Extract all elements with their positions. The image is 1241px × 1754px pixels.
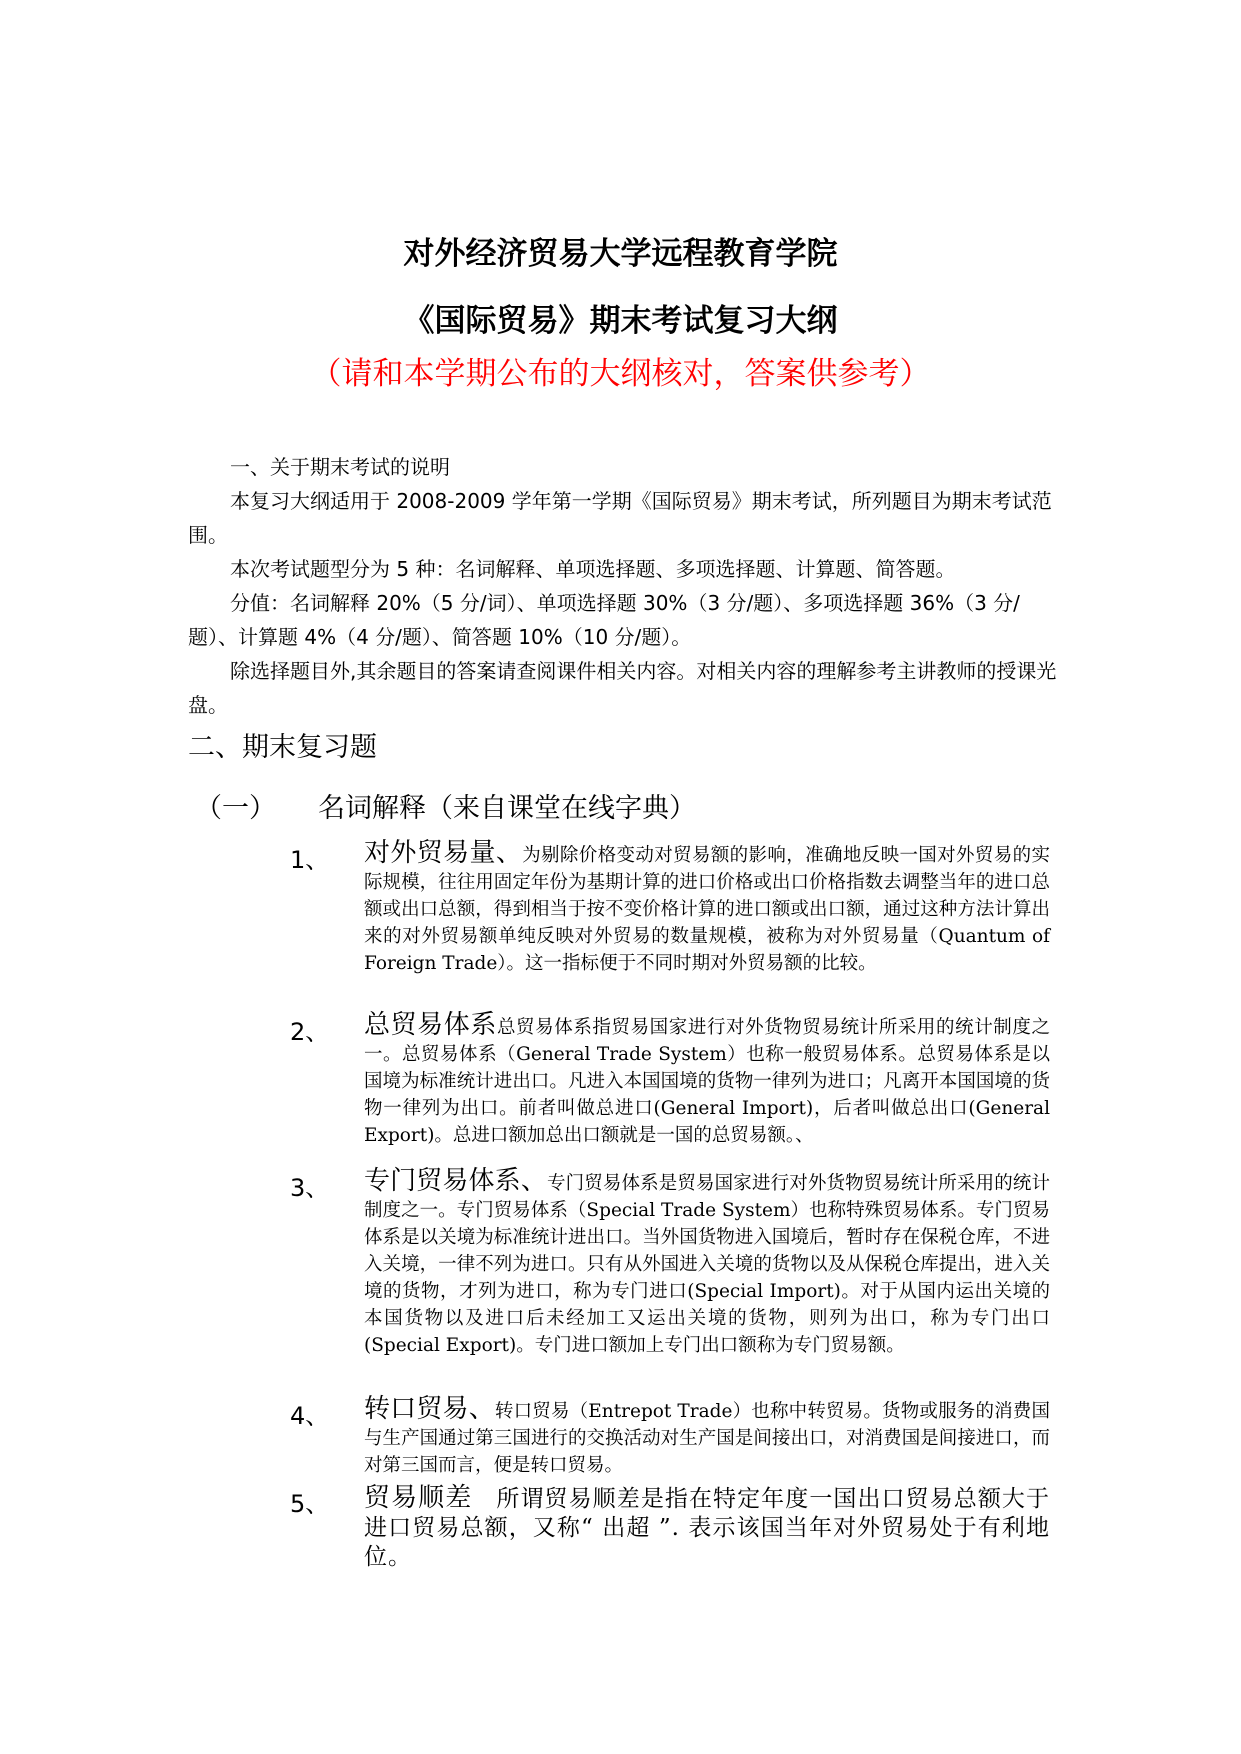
outline-title: 《国际贸易》期末考试复习大纲 [403, 303, 838, 339]
item-body [364, 1012, 1050, 1149]
item-body [364, 1484, 1050, 1572]
item-number: 3、 [290, 1174, 330, 1202]
item-body [364, 1396, 1050, 1479]
item-number: 1、 [290, 846, 330, 874]
term-definition: 为剔除价格变动对贸易额的影响，准确地反映一国对外贸易的实际规模，往往用固定年份为基期计算的进口价格或出口价格指数去调整当年的进口总额或出口总额，得到相当于按不变价格计算的进口额或出口额，通过这种方法计算出来的对外贸易额单纯反映对外贸易的数量规模，被称为对外贸易量（Quantum of Foreign Trade）。这一指标便于不同时期对外贸易额的比较。 [364, 845, 1050, 974]
term-definition: 总贸易体系指贸易国家进行对外货物贸易统计所采用的统计制度之一。总贸易体系（General Trade System）也称一般贸易体系。总贸易体系是以国境为标准统计进出口。凡进入本国国境的货物一律列为进口；凡离开本国国境的货物一律列为出口。前者叫做总进口(General Import)，后者叫做总出口(General Export)。总进口额加总出口额就是一国的总贸易额。、 [364, 1017, 1050, 1146]
item-number: 5、 [290, 1490, 330, 1518]
item-number: 4、 [290, 1402, 330, 1430]
subsection-number: （一） [195, 793, 276, 824]
term-name: 专门贸易体系、 [364, 1166, 547, 1196]
section1-paragraph-4: 除选择题目外,其余题目的答案请查阅课件相关内容。对相关内容的理解参考主讲教师的授课光盘。 [188, 659, 1057, 717]
term-name: 转口贸易、 [364, 1394, 495, 1424]
section1-heading: 一、关于期末考试的说明 [230, 455, 450, 479]
term-definition: 所谓贸易顺差是指在特定年度一国出口贸易总额大于进口贸易总额，又称“ 出超 ”. 表示该国当年对外贸易处于有利地位。 [364, 1486, 1050, 1570]
section1-paragraph-1: 本复习大纲适用于 2008-2009 学年第一学期《国际贸易》期末考试，所列题目为期末考试范围。 [188, 489, 1052, 547]
item-number: 2、 [290, 1018, 330, 1046]
section1-paragraph-2: 本次考试题型分为 5 种：名词解释、单项选择题、多项选择题、计算题、简答题。 [230, 557, 956, 581]
verification-note: （请和本学期公布的大纲核对，答案供参考） [310, 356, 931, 392]
section2-heading: 二、期末复习题 [188, 732, 377, 763]
subsection-title: 名词解释（来自课堂在线字典） [318, 793, 696, 824]
term-definition: 专门贸易体系是贸易国家进行对外货物贸易统计所采用的统计制度之一。专门贸易体系（Special Trade System）也称特殊贸易体系。专门贸易体系是以关境为标准统计进出口。当外国货物进入国境后，暂时存在保税仓库，不进入关境，一律不列为进口。只有从外国进入关境的货物以及从保税仓库提出，进入关境的货物，才列为进口，称为专门进口(Special Import)。对于从国内运出关境的本国货物以及进口后未经加工又运出关境的货物，则列为出口，称为专门出口(Special Export)。专门进口额加上专门出口额称为专门贸易额。 [364, 1173, 1050, 1356]
term-name: 对外贸易量、 [364, 838, 523, 868]
term-definition: 转口贸易（Entrepot Trade）也称中转贸易。货物或服务的消费国与生产国通过第三国进行的交换活动对生产国是间接出口，对消费国是间接进口，而对第三国而言，便是转口贸易。 [364, 1401, 1050, 1476]
section1-paragraph-3: 分值：名词解释 20%（5 分/词）、单项选择题 30%（3 分/题）、多项选择题 36%（3 分/题）、计算题 4%（4 分/题）、简答题 10%（10 分/题）。 [188, 591, 1020, 649]
term-name: 总贸易体系 [364, 1010, 497, 1040]
term-name: 贸易顺差 [364, 1483, 473, 1513]
item-body [364, 840, 1050, 977]
item-body [364, 1168, 1050, 1359]
institution-title: 对外经济贸易大学远程教育学院 [403, 236, 838, 272]
